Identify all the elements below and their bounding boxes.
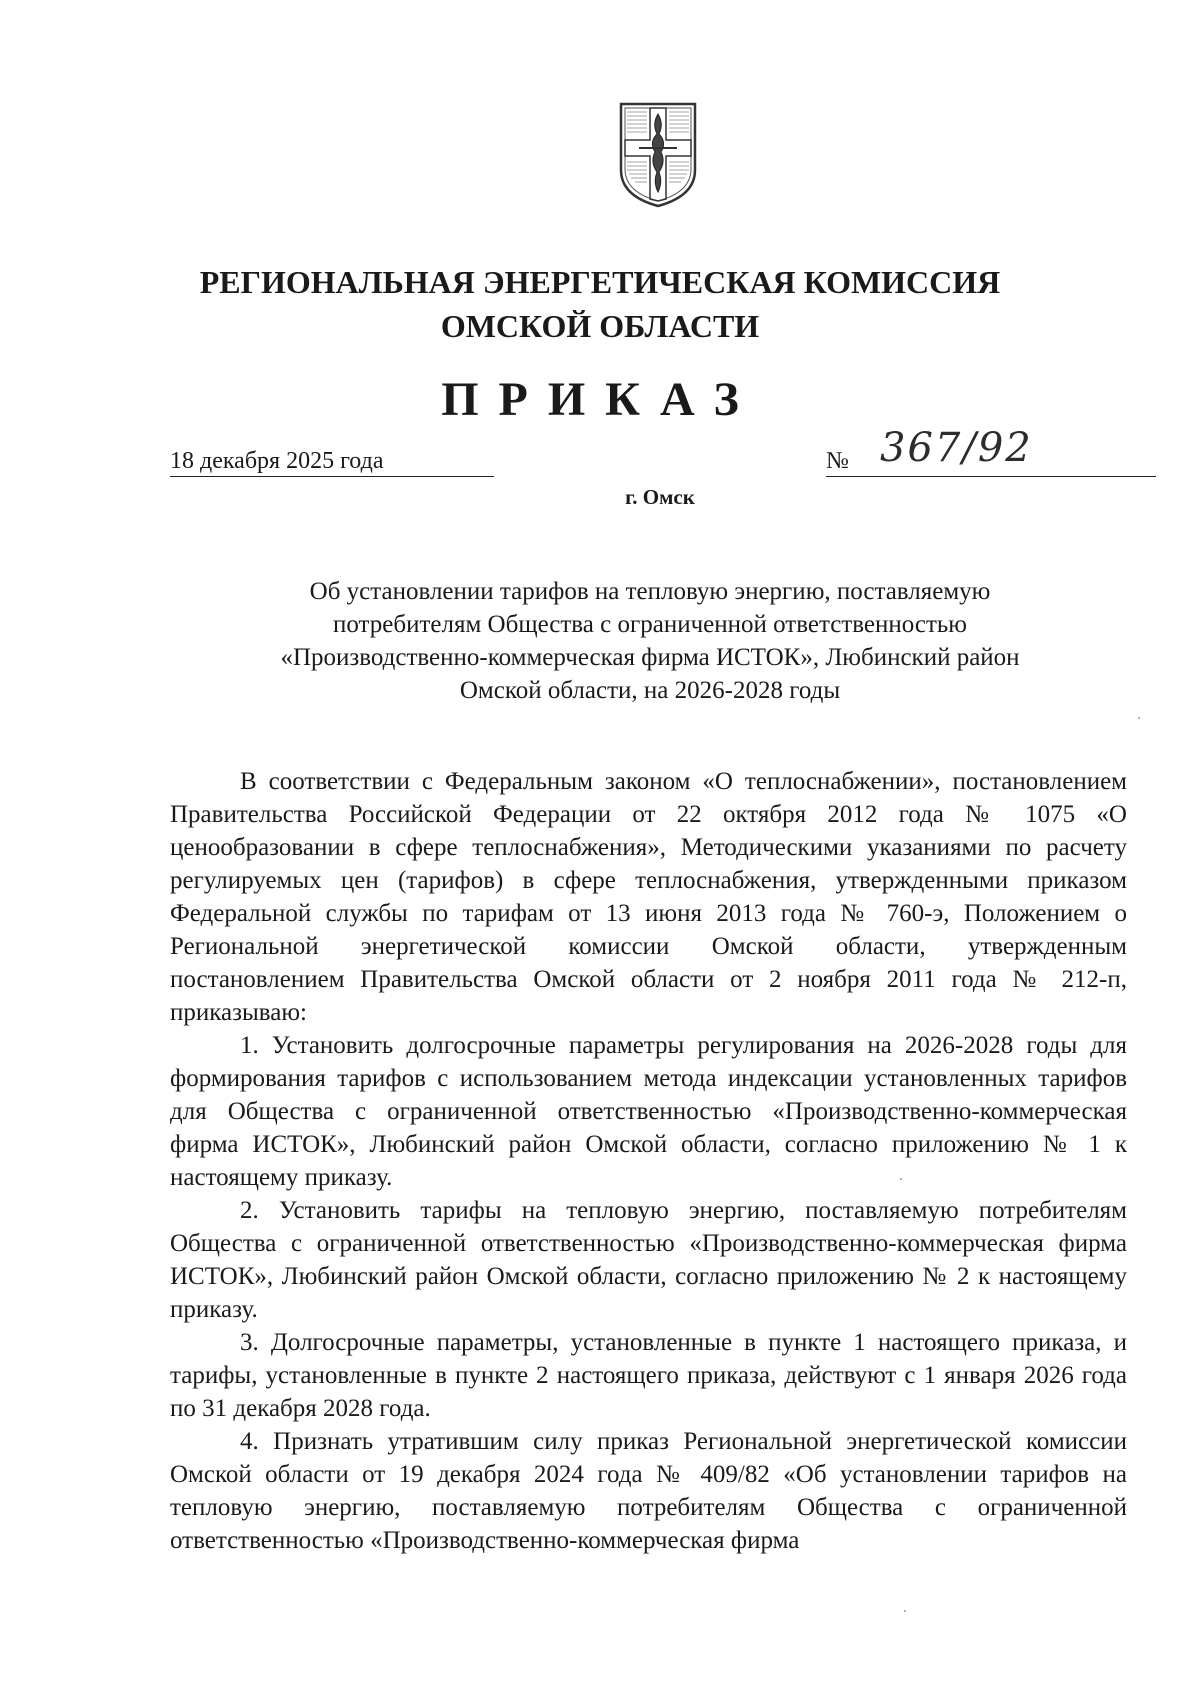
clause-1-paragraph: 1. Установить долгосрочные параметры регулирования на 2026-2028 годы для формирования тарифов с использованием метода индексации установленных тарифов для Общества с ограниченной ответственностью «Производственно-коммерческая фирма ИСТОК», Любинский район Омской области, согласно приложению № 1 к настоящему приказу.: [170, 1032, 1127, 1191]
document-date: 18 декабря 2025 года: [170, 448, 384, 474]
coat-of-arms-icon: [617, 100, 699, 210]
document-number: 367/92: [880, 425, 1033, 471]
clause-2-paragraph: 2. Установить тарифы на тепловую энергию, поставляемую потребителям Общества с ограниченной ответственностью «Производственно-коммерческая фирма ИСТОК», Любинский район Омской области, согласно приложению № 2 к настоящему приказу.: [170, 1197, 1127, 1323]
title-line: Омской области, на 2026-2028 годы: [459, 677, 841, 704]
clause-3-paragraph: 3. Долгосрочные параметры, установленные в пункте 1 настоящего приказа, и тарифы, установленные в пункте 2 настоящего приказа, действуют с 1 января 2026 года по 31 декабря 2028 года.: [170, 1329, 1127, 1422]
scan-speck: [900, 1178, 902, 1180]
city: г. Омск: [625, 485, 695, 509]
number-underline: [826, 476, 1156, 477]
scan-speck: [1138, 717, 1140, 719]
title-line: Об установлении тарифов на тепловую энергию, поставляемую: [309, 578, 991, 605]
preamble-paragraph: В соответствии с Федеральным законом «О теплоснабжении», постановлением Правительства Российской Федерации от 22 октября 2012 года № 1075 «О ценообразовании в сфере теплоснабжения», Методическими указаниями по расчету регулируемых цен (тарифов) в сфере теплоснабжения, утвержденными приказом Федеральной службы по тарифам от 13 июня 2013 года № 760-э, Положением о Региональной энергетической комиссии Омской области, утвержденным постановлением Правительства Омской области от 2 ноября 2011 года № 212-п, приказываю:: [170, 768, 1127, 1026]
number-label: №: [826, 448, 849, 474]
title-line: «Производственно-коммерческая фирма ИСТОК», Любинский район: [280, 644, 1020, 671]
document-body: [170, 765, 1127, 1557]
scan-speck: [904, 1610, 906, 1612]
clause-4-paragraph: 4. Признать утратившим силу приказ Региональной энергетической комиссии Омской области от 19 декабря 2024 года № 409/82 «Об установлении тарифов на тепловую энергию, поставляемую потребителям Общества с ограниченной ответственностью «Производственно-коммерческая фирма: [170, 1428, 1127, 1554]
title-line: потребителям Общества с ограниченной ответственностью: [333, 611, 967, 638]
document-title: [170, 575, 1130, 707]
organization-name-line-2: ОМСКОЙ ОБЛАСТИ: [440, 308, 760, 344]
document-type: ПРИКАЗ: [441, 373, 759, 426]
organization-name-line-1: РЕГИОНАЛЬНАЯ ЭНЕРГЕТИЧЕСКАЯ КОМИССИЯ: [199, 264, 1001, 300]
date-underline: [170, 476, 494, 477]
